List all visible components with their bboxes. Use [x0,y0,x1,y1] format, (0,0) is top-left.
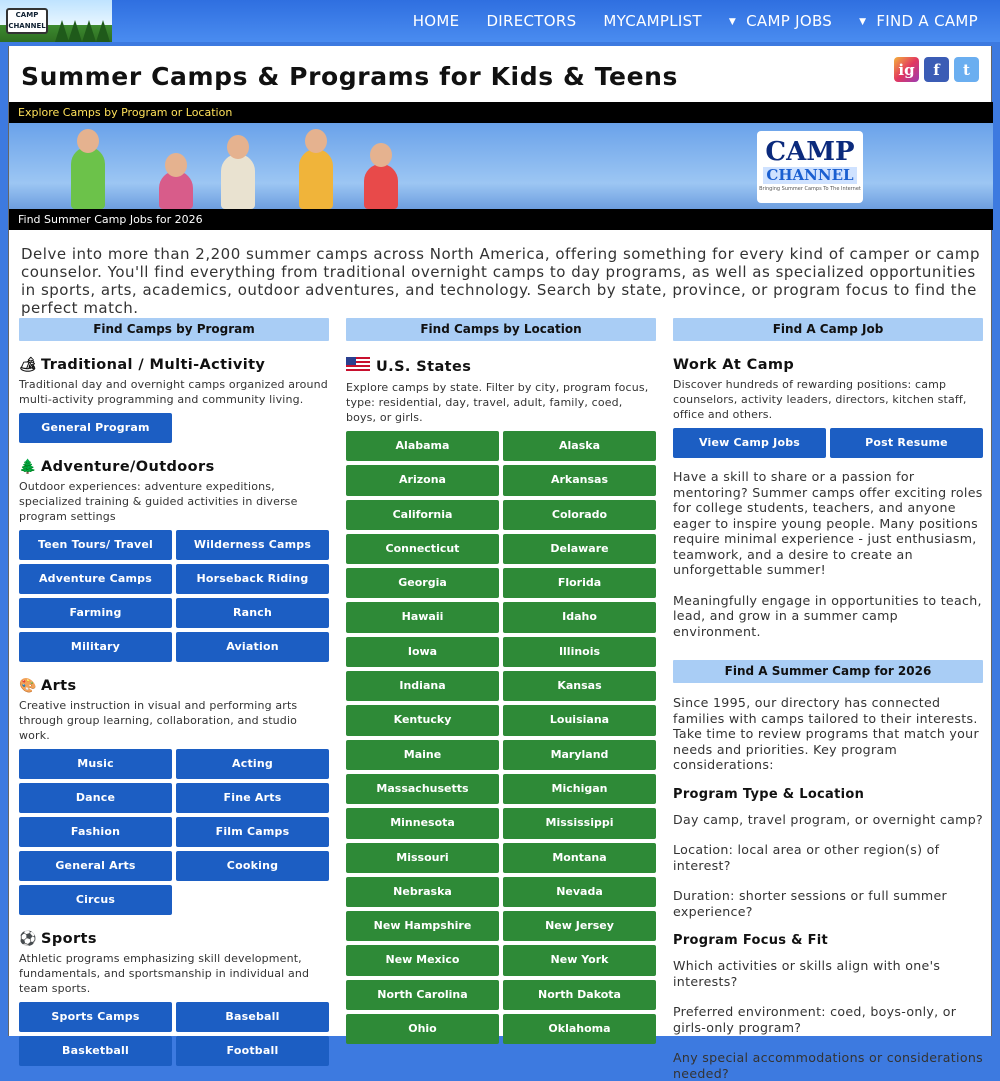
instagram-icon[interactable]: ig [894,57,919,82]
state-button[interactable]: Massachusetts [346,774,499,804]
program-buttons [19,413,329,443]
us-states-desc: Explore camps by state. Filter by city, program focus, type: residential, day, travel, adult, family, coed, boys, or girls. [346,381,649,424]
program-button[interactable]: Baseball [176,1002,329,1032]
state-button[interactable]: Illinois [503,637,656,667]
state-button[interactable]: Nevada [503,877,656,907]
nav-camp-jobs[interactable] [729,12,832,30]
state-button[interactable]: New York [503,945,656,975]
camp-channel-logo: CAMP CHANNEL Bringing Summer Camps To The Internet [757,131,863,203]
state-button[interactable]: Mississippi [503,808,656,838]
dropdown-arrow-icon: ▼ [859,17,867,27]
program-button[interactable]: Cooking [176,851,329,881]
section-title-text: Adventure/Outdoors [41,459,215,475]
kid-figure [305,129,327,153]
program-button[interactable]: Teen Tours/ Travel [19,530,172,560]
program-section [19,931,329,1066]
facebook-icon[interactable]: f [924,57,949,82]
work-at-camp-title: Work At Camp [673,357,795,373]
nav-label: MYCAMPLIST [603,12,702,30]
logo-text: CAMP CHANNEL [8,11,46,30]
section-description: Outdoor experiences: adventure expeditions, specialized training & guided activities in diverse program settings [19,480,298,523]
consideration-item: Location: local area or other region(s) of interest? [673,842,940,873]
state-button[interactable]: Florida [503,568,656,598]
program-type-heading: Program Type & Location [673,786,865,802]
state-button[interactable]: Maine [346,740,499,770]
state-button[interactable]: Arizona [346,465,499,495]
state-button[interactable]: Colorado [503,500,656,530]
nav-label: FIND A CAMP [876,12,978,30]
work-at-camp-desc: Discover hundreds of rewarding positions: camp counselors, activity leaders, directors, kitchen staff, office and others. [673,378,967,421]
program-section [19,459,329,662]
state-button[interactable]: Alaska [503,431,656,461]
state-button[interactable]: New Mexico [346,945,499,975]
nav-find-a-camp[interactable] [859,12,978,30]
campfire-icon: 🏕 [19,357,38,373]
program-section-title [19,357,329,373]
dropdown-arrow-icon: ▼ [728,17,737,27]
us-states-heading [346,357,656,376]
program-button[interactable]: General Program [19,413,172,443]
program-section [19,678,329,915]
program-button[interactable]: Wilderness Camps [176,530,329,560]
state-button[interactable]: Iowa [346,637,499,667]
state-button[interactable]: Oklahoma [503,1014,656,1044]
program-button[interactable]: Sports Camps [19,1002,172,1032]
program-button[interactable]: Fine Arts [176,783,329,813]
program-section [19,357,329,443]
state-button[interactable]: Minnesota [346,808,499,838]
find-by-location-header: Find Camps by Location [346,318,656,341]
state-button[interactable]: Kansas [503,671,656,701]
kid-figure [221,154,255,209]
kid-figure [364,164,398,209]
state-button[interactable]: California [346,500,499,530]
consideration-item: Any special accommodations or considerations needed? [673,1050,983,1081]
section-description: Creative instruction in visual and performing arts through group learning, collaboration, and studio work. [19,699,298,742]
tree-icon: 🌲 [19,459,37,475]
tree-graphic [68,20,82,42]
state-button[interactable]: Missouri [346,843,499,873]
program-button[interactable]: Adventure Camps [19,564,172,594]
soccer-ball-icon: ⚽ [19,931,37,947]
kid-figure [299,149,333,209]
program-buttons [19,749,329,915]
tree-graphic [82,20,96,42]
social-links [889,57,979,82]
program-button[interactable]: Basketball [19,1036,172,1066]
consideration-item: Day camp, travel program, or overnight camp? [673,811,984,827]
program-buttons [19,1002,329,1066]
find-job-header: Find A Camp Job [673,318,983,341]
program-button[interactable]: Circus [19,885,172,915]
program-button[interactable]: Military [19,632,172,662]
program-button[interactable]: Aviation [176,632,329,662]
kid-figure [165,153,187,177]
kid-figure [370,143,392,167]
state-button[interactable]: Kentucky [346,705,499,735]
state-button[interactable]: North Dakota [503,980,656,1010]
program-section-title [19,678,329,694]
jobs-paragraph-2: Meaningfully engage in opportunities to teach, lead, and grow in a summer camp environment. [673,592,982,639]
program-column [19,318,329,1066]
program-button[interactable]: Horseback Riding [176,564,329,594]
state-button[interactable]: Montana [503,843,656,873]
find-by-program-header: Find Camps by Program [19,318,329,341]
jobs-paragraph: Have a skill to share or a passion for mentoring? Summer camps offer exciting roles for college students, teachers, and anyone eager to inspire young people. Many positions require minimal experience - just enthusiasm, teamwork, and a desire to create an unforgettable summer! [673,469,983,577]
kid-figure [71,147,105,209]
kid-figure [77,129,99,153]
location-column [346,318,656,1044]
consideration-item: Which activities or skills align with one's interests? [673,958,941,989]
nav-label: DIRECTORS [486,12,577,30]
nav-home[interactable] [413,12,460,30]
nav-label: HOME [412,12,460,30]
post-resume-button[interactable]: Post Resume [830,428,983,458]
state-button[interactable]: Alabama [346,431,499,461]
view-camp-jobs-button[interactable]: View Camp Jobs [673,428,826,458]
program-button[interactable]: Film Camps [176,817,329,847]
section-description: Athletic programs emphasizing skill development, fundamentals, and sportsmanship in individual and team sports. [19,952,310,995]
program-button[interactable]: Farming [19,598,172,628]
section-title-text: Arts [41,678,77,694]
nav-mycamplist[interactable] [603,12,701,30]
state-button[interactable]: Maryland [503,740,656,770]
program-focus-heading: Program Focus & Fit [673,933,829,948]
nav-directors[interactable] [486,12,576,30]
program-button[interactable]: Football [176,1036,329,1066]
section-title-text: Sports [41,931,97,947]
palette-icon: 🎨 [19,678,37,694]
program-section-title [19,931,329,947]
find-camp-2026-header: Find A Summer Camp for 2026 [673,660,983,683]
kid-figure [227,135,249,159]
section-description: Traditional day and overnight camps organized around multi-activity programming and community living. [19,378,328,406]
jobs-column [673,318,983,1081]
tree-graphic [55,20,69,42]
program-button[interactable]: Music [19,749,172,779]
nav-label: CAMP JOBS [746,12,833,30]
program-button[interactable]: General Arts [19,851,172,881]
state-button[interactable]: Nebraska [346,877,499,907]
state-button[interactable]: Idaho [503,602,656,632]
twitter-icon[interactable]: t [954,57,979,82]
directory-paragraph: Since 1995, our directory has connected families with camps tailored to their interests. Take time to review programs that match your needs and priorities. Key program considerations: [673,695,979,772]
state-button[interactable]: Connecticut [346,534,499,564]
state-button[interactable]: New Hampshire [346,911,499,941]
state-button[interactable]: Louisiana [503,705,656,735]
us-flag-icon [346,357,370,376]
top-navigation-bar [0,0,1000,42]
jobs-bar[interactable]: Find Summer Camp Jobs for 2026 [9,209,993,230]
state-button[interactable]: Indiana [346,671,499,701]
logo-tv-icon [6,8,48,34]
state-button[interactable]: Michigan [503,774,656,804]
consideration-item: Preferred environment: coed, boys-only, or girls-only program? [673,1004,957,1035]
state-button[interactable]: Georgia [346,568,499,598]
state-button[interactable]: Arkansas [503,465,656,495]
program-buttons [19,530,329,662]
state-button[interactable]: North Carolina [346,980,499,1010]
section-title-text: Traditional / Multi-Activity [41,357,266,373]
main-content-panel [8,46,992,1081]
state-button[interactable]: Hawaii [346,602,499,632]
main-nav [386,0,978,42]
program-section-title [19,459,329,475]
program-button[interactable]: Fashion [19,817,172,847]
site-logo[interactable] [0,0,112,42]
state-button[interactable]: Delaware [503,534,656,564]
hero-banner [9,123,993,209]
state-button[interactable]: New Jersey [503,911,656,941]
consideration-item: Duration: shorter sessions or full summer experience? [673,888,948,919]
us-states-title: U.S. States [376,358,472,375]
page-title: Summer Camps & Programs for Kids & Teens [21,62,679,91]
program-button[interactable]: Dance [19,783,172,813]
program-button[interactable]: Acting [176,749,329,779]
program-button[interactable]: Ranch [176,598,329,628]
explore-bar: Explore Camps by Program or Location [9,102,993,123]
tree-graphic [96,20,110,42]
intro-paragraph: Delve into more than 2,200 summer camps across North America, offering something for every kind of camper or camp counselor. You'll find everything from traditional overnight camps to day programs, as well as specialized opportunities in sports, arts, academics, outdoor adventures, and technology. Search by state, province, or program focus to find the perfect match. [21,245,980,317]
states-grid [346,431,656,1044]
state-button[interactable]: Ohio [346,1014,499,1044]
